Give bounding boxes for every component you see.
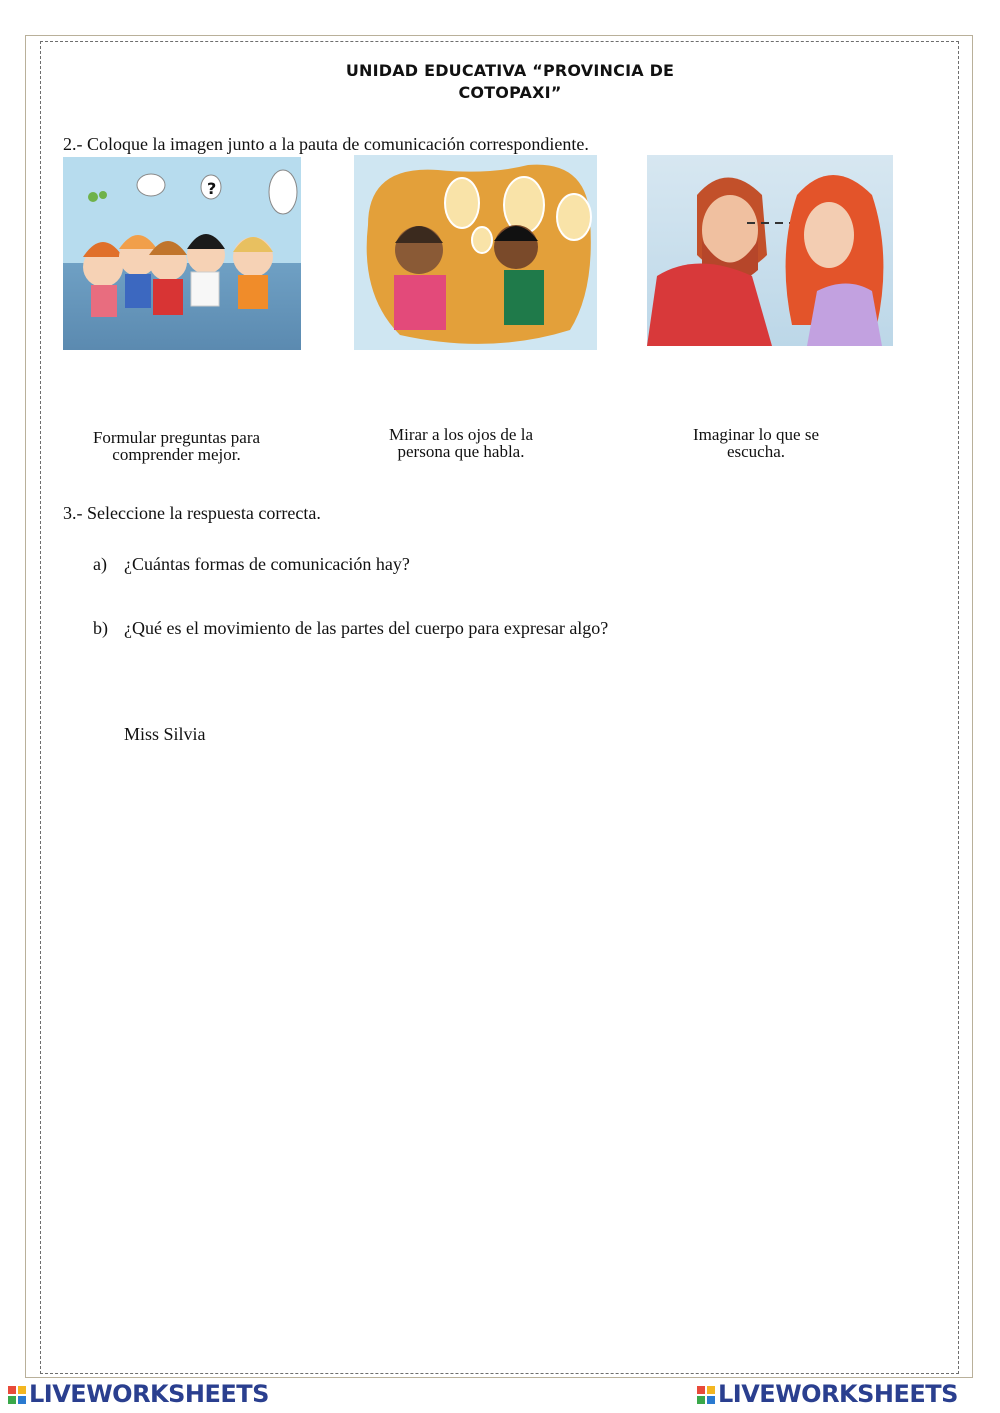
caption-line: comprender mejor.	[112, 445, 241, 464]
teacher-signature: Miss Silvia	[124, 724, 206, 744]
footer-brand-right[interactable]	[697, 1381, 958, 1407]
couple-illustration	[647, 155, 893, 346]
brand-text: LIVEWORKSHEETS	[718, 1380, 958, 1408]
title-line-2: COTOPAXI”	[458, 83, 562, 102]
liveworksheets-logo-icon	[8, 1386, 26, 1404]
children-illustration	[63, 157, 301, 350]
image-boys-imagining[interactable]	[354, 155, 597, 350]
svg-text:?: ?	[207, 179, 217, 198]
liveworksheets-logo-icon	[697, 1386, 715, 1404]
boys-illustration	[354, 155, 597, 350]
title-line-1: UNIDAD EDUCATIVA “PROVINCIA DE	[345, 61, 675, 80]
caption-line: escucha.	[726, 442, 786, 461]
brand-text: LIVEWORKSHEETS	[29, 1380, 269, 1408]
caption-imaginar[interactable]	[668, 426, 844, 460]
caption-line: Formular preguntas para	[92, 428, 261, 447]
question-3b	[93, 618, 608, 639]
image-children-asking[interactable]	[63, 157, 301, 350]
item-text: ¿Qué es el movimiento de las partes del cuerpo para expresar algo?	[124, 618, 609, 638]
caption-line: Mirar a los ojos de la	[389, 425, 533, 444]
caption-mirar-ojos[interactable]	[368, 426, 554, 460]
question-3a	[93, 554, 410, 575]
caption-formular-preguntas[interactable]	[70, 429, 283, 463]
school-title	[250, 60, 770, 104]
question-3-prompt: 3.- Seleccione la respuesta correcta.	[63, 503, 321, 523]
question-2-prompt: 2.- Coloque la imagen junto a la pauta de comunicación correspondiente.	[63, 134, 589, 154]
item-label: a)	[93, 554, 107, 574]
caption-line: persona que habla.	[397, 442, 525, 461]
image-eye-contact[interactable]	[647, 155, 893, 346]
item-text: ¿Cuántas formas de comunicación hay?	[124, 554, 410, 574]
item-label: b)	[93, 618, 108, 638]
footer-brand-left[interactable]	[8, 1381, 269, 1407]
caption-line: Imaginar lo que se	[692, 425, 820, 444]
